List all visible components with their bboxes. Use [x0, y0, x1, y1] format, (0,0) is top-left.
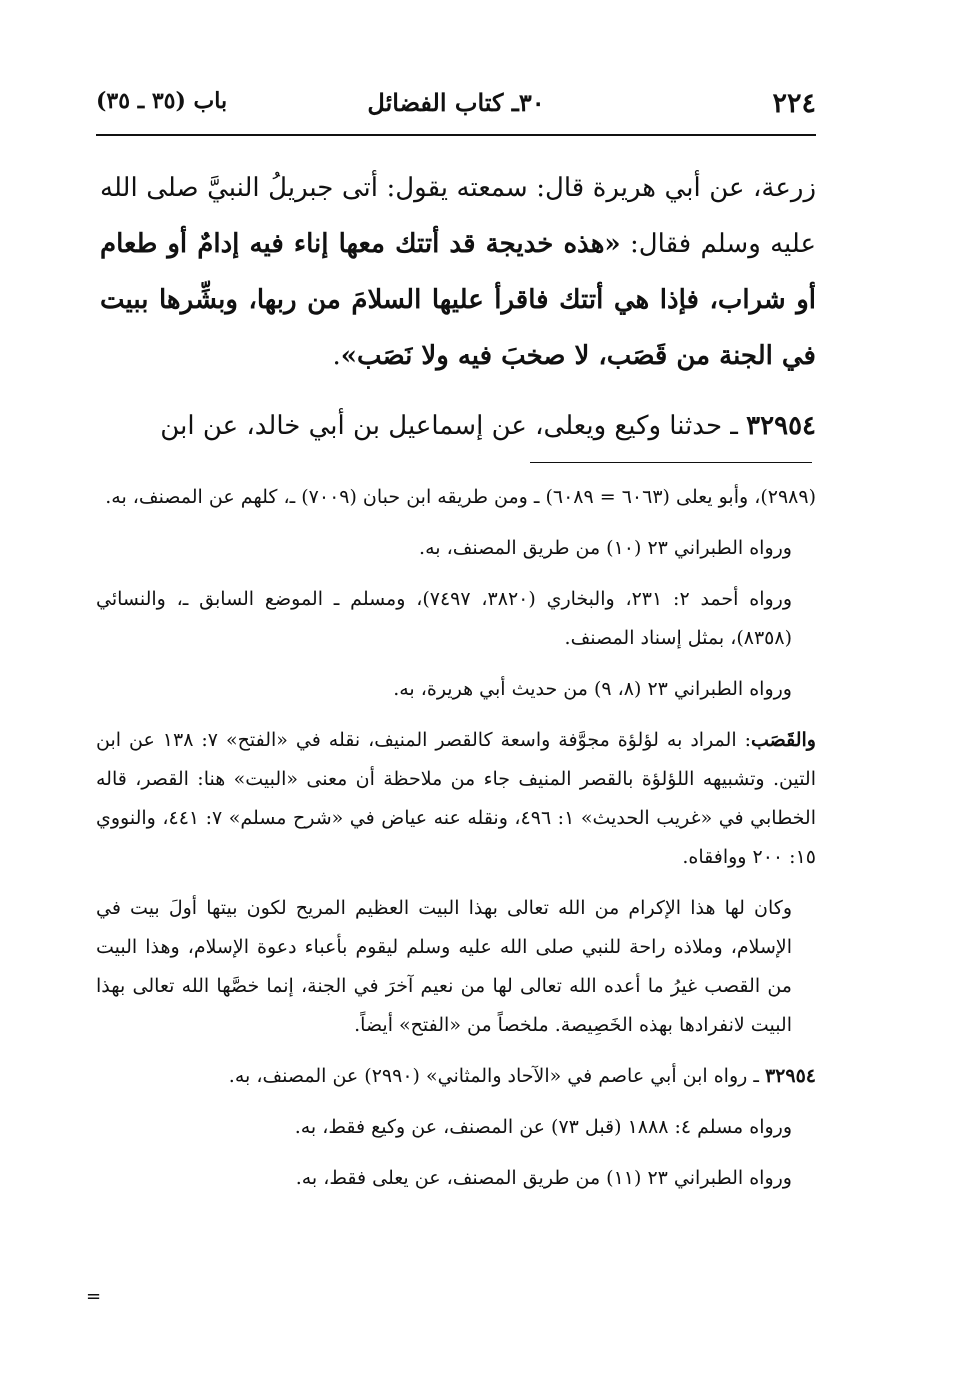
footnote-9: ورواه الطبراني ٢٣ (١١) من طريق المصنف، عن يعلى فقط، به. [295, 1167, 792, 1189]
running-header [96, 84, 816, 128]
next-hadith [100, 398, 816, 454]
main-text [100, 160, 816, 454]
header-rule [96, 134, 816, 136]
continuation-mark: = [86, 1286, 102, 1307]
hadith-body [100, 160, 816, 384]
footnote-separator [530, 462, 812, 463]
footnote-7 [96, 1057, 816, 1096]
quote-end: . [332, 341, 341, 371]
page-number: ٢٢٤ [772, 88, 816, 119]
hadith-quote: «هذه خديجة قد أتتك معها إناء فيه إدامٌ أو طعام أو شراب، فإذا هي أتتك فاقرأ عليها السلامَ من ربها، وبشِّرها ببيت في الجنة من قَصَب، لا صخبَ فيه ولا نَصَب» [100, 229, 816, 371]
footnote-5-term: والقَصَب [750, 729, 816, 751]
footnote-3: ورواه أحمد ٢: ٢٣١، والبخاري (٣٨٢٠، ٧٤٩٧)، ومسلم ـ الموضع السابق ـ، والنسائي (٨٣٥٨)، بمثل إسناد المصنف. [96, 588, 793, 649]
footnote-5 [96, 721, 816, 877]
hadith-number: ٣٢٩٥٤ [746, 411, 816, 441]
footnote-7-text: ـ رواه ابن أبي عاصم في «الآحاد والمثاني» (٢٩٩٠) عن المصنف، به. [228, 1065, 765, 1087]
footnote-8: ورواه مسلم ٤: ١٨٨٨ (قبل ٧٣) عن المصنف، عن وكيع فقط، به. [294, 1116, 792, 1138]
footnote-1: (٢٩٨٩)، وأبو يعلى (٦٠٦٣ = ٦٠٨٩) ـ ومن طريقه ابن حبان (٧٠٠٩) ـ، كلهم عن المصنف، به. [105, 486, 816, 508]
chapter-reference: باب (٣٥ ـ ٣٥) [96, 88, 228, 114]
footnotes [96, 478, 816, 1210]
hadith-chain: ـ حدثنا وكيع ويعلى، عن إسماعيل بن أبي خالد، عن ابن [160, 411, 747, 441]
footnote-7-number: ٣٢٩٥٤ [764, 1065, 816, 1087]
footnote-5-text: : المراد به لؤلؤة مجوَّفة واسعة كالقصر المنيف، نقله في «الفتح» ٧: ١٣٨ عن ابن التين. وتشبيهه اللؤلؤة بالقصر المنيف جاء من ملاحظة أن معنى «البيت» هنا: القصر، قاله الخطابي في «غريب الحديث» ١: ٤٩٦، ونقله عنه عياض في «شرح مسلم» ٧: ٤٤١، والنووي ١٥: ٢٠٠ ووافقاه. [96, 729, 816, 868]
footnote-4: ورواه الطبراني ٢٣ (٨، ٩) من حديث أبي هريرة، به. [393, 678, 792, 700]
footnote-2: ورواه الطبراني ٢٣ (١٠) من طريق المصنف، به. [419, 537, 792, 559]
book-title: ٣٠ـ كتاب الفضائل [367, 88, 545, 117]
footnote-6: وكان لها هذا الإكرام من الله تعالى بهذا البيت العظيم المريح لكون بيتها أولَ بيت في الإسلام، وملاذه راحة للنبي صلى الله عليه وسلم ليقوم بأعباء دعوة الإسلام، وهذا البيت من القصب غيرُ ما أعده الله تعالى لها من نعيم آخرَ في الجنة، إنما خصَّها الله تعالى بهذا البيت لانفرادها بهذه الخَصِيصة. ملخصاً من «الفتح» أيضاً. [96, 897, 792, 1036]
hadith-intro: زرعة، عن أبي هريرة قال: سمعته يقول: أتى جبريلُ النبيَّ صلى الله عليه وسلم فقال: [100, 173, 816, 259]
